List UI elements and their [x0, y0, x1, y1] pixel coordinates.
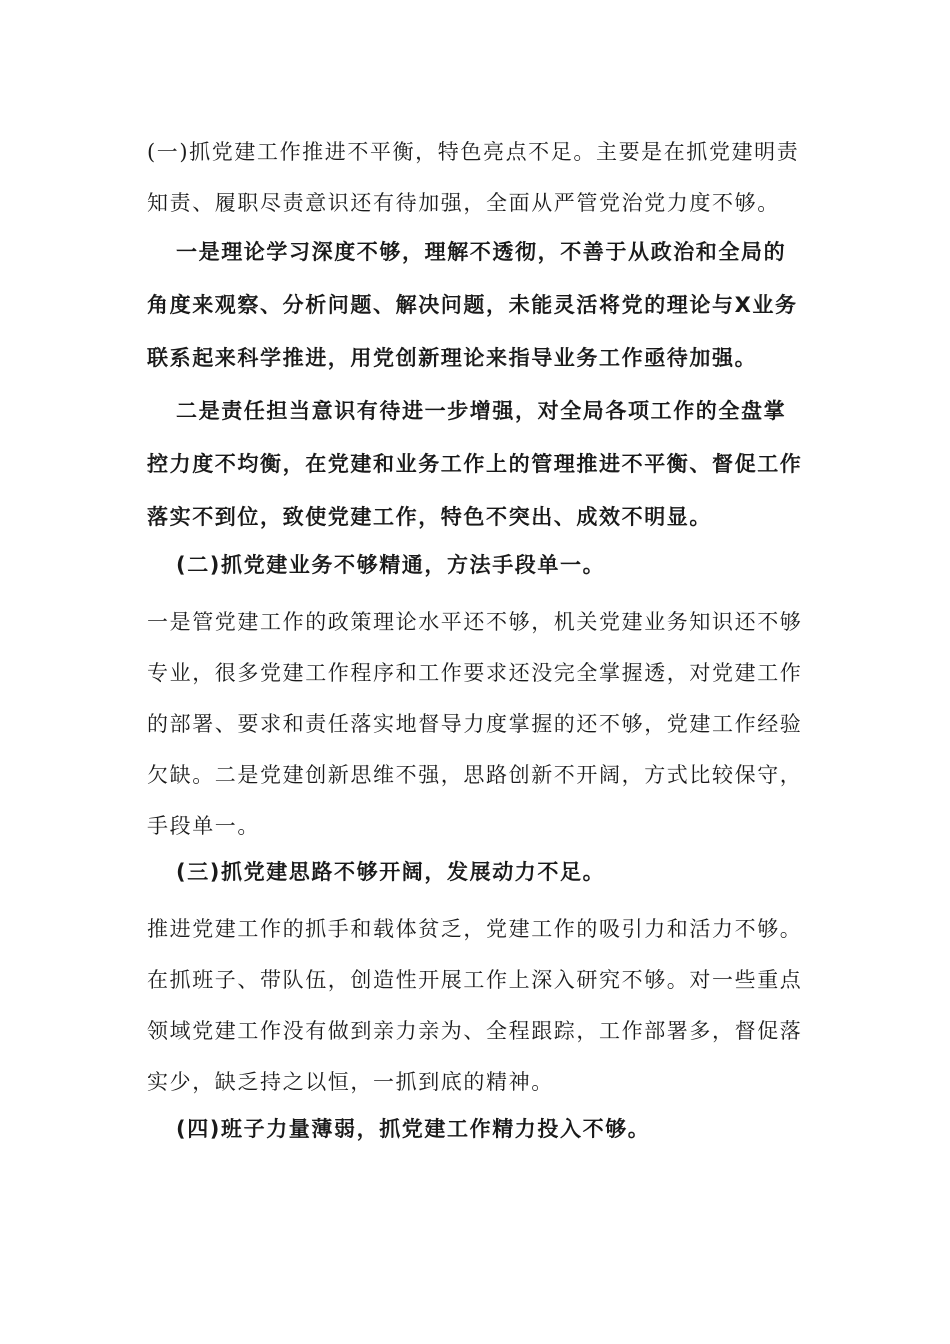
section-heading-2: (二)抓党建业务不够精通，方法手段单一。: [176, 553, 606, 577]
paragraph-section-3-body: 推进党建工作的抓手和载体贫乏，党建工作的吸引力和活力不够。在抓班子、带队伍，创造性开展工作上深入研究不够。对一些重点领域党建工作没有做到亲力亲为、全程跟踪，工作部署多，督促落实少，缺乏持之以恒，一抓到底的精神。: [147, 917, 803, 1094]
section-heading-4: (四)班子力量薄弱，抓党建工作精力投入不够。: [176, 1117, 651, 1141]
paragraph-section-2-body: 一是管党建工作的政策理论水平还不够，机关党建业务知识还不够专业，很多党建工作程序和工作要求还没完全掌握透，对党建工作的部署、要求和责任落实地督导力度掌握的还不够，党建工作经验欠缺。二是党建创新思维不强，思路创新不开阔，方式比较保守，手段单一。: [147, 610, 803, 838]
section-heading-3: (三)抓党建思路不够开阔，发展动力不足。: [176, 860, 606, 884]
paragraph-point-two: 二是责任担当意识有待进一步增强，对全局各项工作的全盘掌控力度不均衡，在党建和业务工作上的管理推进不平衡、督促工作落实不到位，致使党建工作，特色不突出、成效不明显。: [147, 399, 803, 529]
paragraph-point-one: 一是理论学习深度不够，理解不透彻，不善于从政治和全局的角度来观察、分析问题、解决问题，未能灵活将党的理论与X业务联系起来科学推进，用党创新理论来指导业务工作亟待加强。: [147, 240, 798, 370]
paragraph-section-1-intro: (一)抓党建工作推进不平衡，特色亮点不足。主要是在抓党建明责知责、履职尽责意识还有待加强，全面从严管党治党力度不够。: [147, 140, 800, 215]
